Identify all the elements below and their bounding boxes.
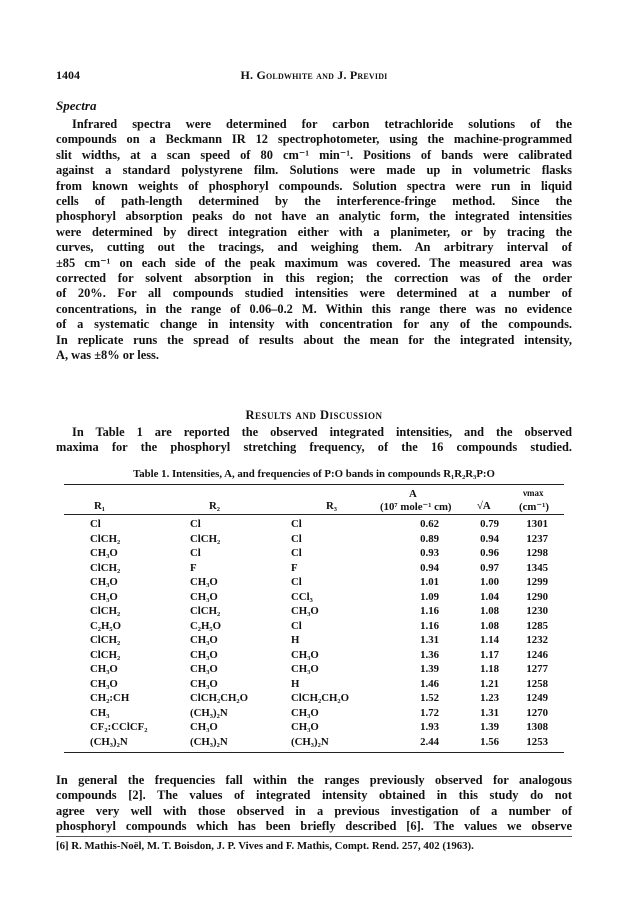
header-nu-unit: (cm⁻¹) [519,501,549,513]
table-row [64,736,564,747]
cell-r1: Cl [90,518,101,530]
cell-sqrt-a: 1.18 [480,663,499,675]
cell-r3: CH₃O [291,721,319,733]
table-row [64,562,564,573]
cell-a: 0.94 [420,561,439,574]
cell-a: 1.31 [420,634,439,646]
cell-r3: Cl [291,532,302,545]
cell-nu-max: 1270 [526,706,548,719]
footnote-rule [56,836,572,837]
text-line: In Table 1 are reported the observed integrated intensities, and the observed [72,425,572,439]
cell-nu-max: 1308 [526,721,548,733]
cell-r3: Cl [291,547,302,559]
cell-r3: Cl [291,518,302,530]
cell-nu-max: 1232 [526,634,548,646]
cell-r2: Cl [190,518,201,530]
cell-r3: H [291,634,300,646]
cell-r2: (CH₃)₂N [190,706,228,719]
cell-a: 1.93 [420,721,439,733]
header-r2: R₂ [209,500,221,512]
footnote: [6] R. Mathis-Noël, M. T. Boisdon, J. P. Vives and F. Mathis, Compt. Rend. 257, 402 (1963). [56,840,474,852]
cell-r1: ClCH₂ [90,532,121,545]
text-line: Infrared spectra were determined for carbon tetrachloride solutions of the [72,117,572,131]
cell-sqrt-a: 1.14 [480,634,499,646]
cell-sqrt-a: 1.56 [480,735,499,748]
text-line: maxima for the phosphoryl stretching frequency, of the 16 compounds studied. [56,440,572,455]
table-row [64,547,564,558]
cell-r3: CCl₃ [291,590,313,603]
results-heading: Results and Discussion [245,408,383,422]
cell-sqrt-a: 0.96 [480,547,499,559]
cell-a: 1.36 [420,648,439,661]
cell-nu-max: 1258 [526,677,548,690]
text-line: of 20%. For all compounds studied intensities were determined at a number of [56,286,572,301]
section-title: Spectra [56,98,97,113]
text-line: phosphoryl absorption peaks do not have an analytic form, the integrated intensities [56,209,572,224]
text-line: concentrations, in the range of 0.06–0.2 M. Within this range there was no evidence [56,301,572,316]
text-line: slit widths, at a scan speed of 80 cm⁻¹ min⁻¹. Positions of bands were calibrated [56,147,572,162]
cell-r3: F [291,561,298,574]
cell-a: 2.44 [420,735,439,748]
paragraph-results [56,425,572,456]
cell-r1: CH₃O [90,547,118,559]
cell-r2: ClCH₂CH₂O [190,692,249,704]
table-row [64,649,564,660]
table-row [64,620,564,631]
header-r1: R₁ [94,500,106,512]
table-row [64,692,564,703]
cell-r1: CF₂:CClCF₂ [90,721,148,733]
table-row [64,721,564,732]
cell-r2: CH₃O [190,721,218,733]
text-line: compounds [2]. The values of integrated intensity obtained in this study do not [56,788,572,803]
cell-a: 1.52 [420,692,439,704]
cell-r2: (CH₃)₂N [190,735,228,748]
cell-r1: CH₃O [90,590,118,603]
cell-sqrt-a: 1.23 [480,692,499,704]
table-row [64,707,564,718]
cell-nu-max: 1277 [526,663,548,675]
cell-r1: CH₃O [90,677,118,690]
text-line: of a systematic change in intensity with concentration for any of the compounds. [56,317,572,332]
cell-r3: Cl [291,619,302,632]
paragraph-discussion [56,773,572,835]
cell-r3: CH₃O [291,648,319,661]
cell-sqrt-a: 1.00 [480,576,499,588]
running-title: H. Goldwhite and J. Previdi [240,68,388,82]
text-line: A, was ±8% or less. [56,348,159,363]
cell-r2: CH₃O [190,663,218,675]
cell-a: 1.39 [420,663,439,675]
cell-r3: (CH₃)₂N [291,735,329,748]
cell-nu-max: 1285 [526,619,548,632]
cell-a: 0.62 [420,518,439,530]
text-line: agree very well with those observed in a previous investigation of a number of [56,803,572,818]
cell-nu-max: 1246 [526,648,548,661]
cell-sqrt-a: 1.39 [480,721,499,733]
cell-sqrt-a: 1.08 [480,619,499,632]
cell-a: 1.16 [420,619,439,632]
cell-nu-max: 1290 [526,590,548,603]
cell-r3: CH₃O [291,663,319,675]
cell-a: 1.01 [420,576,439,588]
cell-r3: ClCH₂CH₂O [291,692,350,704]
cell-r1: CH₃ [90,706,110,719]
text-line: ±85 cm⁻¹ on each side of the peak maximum was covered. The measured area was [56,255,572,270]
text-line: corrected for solvent absorption in this region; the correction was of the order [56,271,572,286]
table-row [64,533,564,544]
text-line: In replicate runs the spread of results about the mean for the integrated intensity, [56,332,572,347]
text-line: In general the frequencies fall within the ranges previously observed for analogous [56,773,572,787]
cell-nu-max: 1237 [526,532,548,545]
cell-nu-max: 1230 [526,605,548,617]
cell-nu-max: 1298 [526,547,548,559]
cell-r2: ClCH₂ [190,605,221,617]
cell-r2: CH₃O [190,677,218,690]
cell-r2: C₂H₅O [190,619,222,632]
page-number: 1404 [56,68,80,82]
cell-sqrt-a: 0.94 [480,532,499,545]
cell-a: 1.72 [420,706,439,719]
table-bottom-rule [64,752,564,753]
cell-a: 1.09 [420,590,439,603]
text-line: compounds on a Beckmann IR 12 spectrophotometer, using the machine-programmed [56,132,572,147]
cell-nu-max: 1345 [526,561,548,574]
header-a-symbol: A [409,488,417,500]
cell-r1: (CH₃)₂N [90,735,128,748]
text-line: phosphoryl compounds which has been briefly described [6]. The values we observe [56,819,572,834]
cell-sqrt-a: 0.79 [480,518,499,530]
cell-sqrt-a: 1.17 [480,648,499,661]
table-row [64,663,564,674]
cell-r1: ClCH₂ [90,648,121,661]
text-line: curves, cutting out the tracings, and weighing them. An arbitrary interval of [56,240,572,255]
table-row [64,518,564,529]
cell-sqrt-a: 1.21 [480,677,499,690]
header-nu-max: νmax [523,488,544,498]
table-row [64,591,564,602]
header-r3: R₃ [326,500,338,512]
cell-r1: ClCH₂ [90,561,121,574]
cell-nu-max: 1253 [526,735,548,748]
cell-r3: Cl [291,576,302,588]
cell-a: 0.89 [420,532,439,545]
cell-r2: CH₃O [190,590,218,603]
table-row [64,634,564,645]
cell-r1: CH₃O [90,576,118,588]
cell-r1: CH₂:CH [90,692,130,704]
cell-r2: CH₃O [190,634,218,646]
cell-r2: CH₃O [190,648,218,661]
cell-sqrt-a: 0.97 [480,561,499,574]
cell-r2: CH₃O [190,576,218,588]
text-line: cells of path-length determined by the interference-fringe method. Since the [56,194,572,209]
text-line: against a standard polystyrene film. Solutions were made up in volumetric flasks [56,163,572,178]
table-row [64,605,564,616]
table-top-rule [64,484,564,485]
cell-nu-max: 1249 [526,692,548,704]
cell-nu-max: 1301 [526,518,548,530]
cell-r2: F [190,561,197,574]
cell-r3: CH₃O [291,706,319,719]
cell-r2: Cl [190,547,201,559]
cell-r3: CH₃O [291,605,319,617]
table-row [64,678,564,689]
paragraph-spectra [56,117,572,364]
table-caption: Table 1. Intensities, A, and frequencies of P:O bands in compounds R₁R₂R₃P:O [133,468,495,480]
running-header [56,68,572,84]
table-header-rule [64,514,564,515]
cell-a: 0.93 [420,547,439,559]
cell-r3: H [291,677,300,690]
header-a-unit: (10⁷ mole⁻¹ cm) [380,501,452,513]
cell-r1: CH₃O [90,663,118,675]
cell-r1: ClCH₂ [90,634,121,646]
cell-r1: ClCH₂ [90,605,121,617]
cell-a: 1.46 [420,677,439,690]
table-row [64,576,564,587]
cell-sqrt-a: 1.08 [480,605,499,617]
header-sqrt-a: √A [477,500,491,512]
cell-sqrt-a: 1.31 [480,706,499,719]
cell-r2: ClCH₂ [190,532,221,545]
text-line: were determined by direct integration either with a planimeter, or by tracing the [56,224,572,239]
text-line: from known weights of phosphoryl compounds. Solution spectra were run in liquid [56,178,572,193]
cell-nu-max: 1299 [526,576,548,588]
cell-sqrt-a: 1.04 [480,590,499,603]
cell-a: 1.16 [420,605,439,617]
cell-r1: C₂H₅O [90,619,122,632]
